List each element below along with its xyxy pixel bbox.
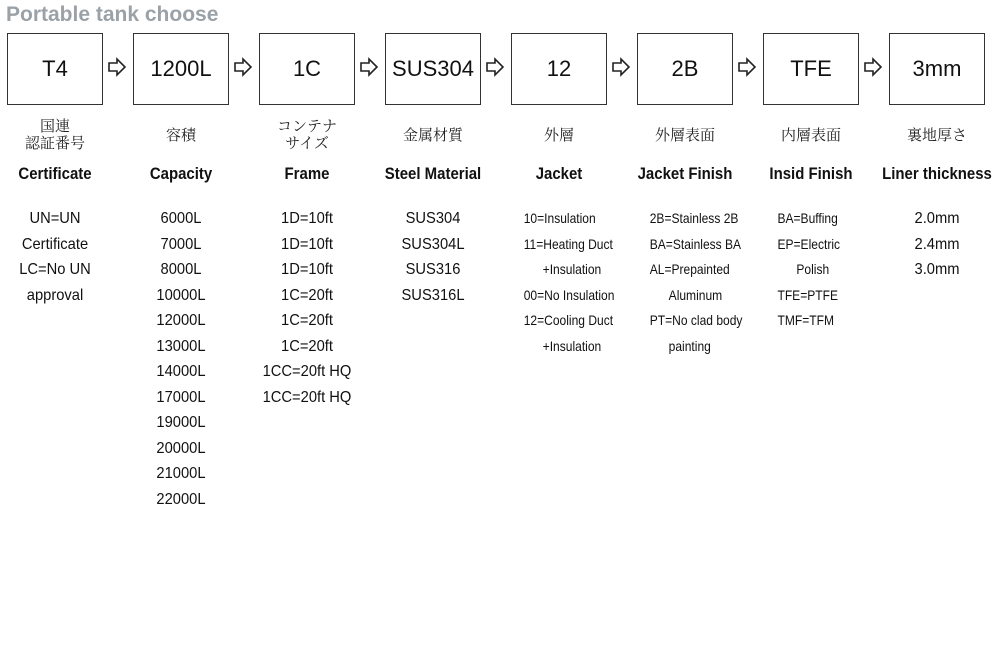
option-item: 00=No Insulation [523, 286, 615, 303]
option-list [123, 206, 239, 512]
arrow-right-icon [735, 55, 759, 79]
option-item: 7000L [160, 235, 202, 253]
column-insid-finish [748, 118, 874, 334]
arrow-right-icon [231, 55, 255, 79]
option-item: 1CC=20ft HQ [262, 388, 352, 406]
option-item: 1CC=20ft HQ [262, 363, 352, 380]
code-box-capacity: 1200L [133, 33, 229, 105]
jp-heading [370, 118, 496, 154]
column-heading: Liner thickness [882, 164, 992, 183]
option-list [375, 206, 491, 308]
column-heading: Jacket Finish [637, 164, 733, 183]
option-item: EP=Electric [777, 235, 841, 252]
code-box-frame: 1C [259, 33, 355, 105]
option-item: Certificate [21, 235, 89, 253]
column-heading: Steel Material [384, 164, 482, 183]
option-item: Polish [796, 261, 830, 277]
option-item: 12000L [156, 312, 206, 329]
option-item: +Insulation [542, 337, 602, 354]
code-box-jacket: 12 [511, 33, 607, 105]
option-item: LC=No UN [19, 261, 91, 278]
jp-heading-line: 外層 [543, 126, 574, 144]
option-item: BA=Stainless BA [649, 235, 742, 252]
option-item: 2.4mm [914, 235, 960, 253]
option-item: 1C=20ft [281, 286, 333, 304]
option-item: 2B=Stainless 2B [649, 210, 739, 226]
column-jacket [496, 118, 622, 359]
option-list [249, 206, 365, 410]
column-heading: Jacket [535, 164, 583, 183]
option-item: UN=UN [29, 210, 81, 227]
column-capacity [118, 118, 244, 512]
option-item: 1D=10ft [281, 261, 333, 278]
option-item: 1D=10ft [281, 210, 333, 227]
jp-heading-line: 認証番号 [24, 134, 85, 152]
jp-heading-line: 容積 [165, 126, 196, 144]
jp-heading-line: 外層表面 [654, 126, 715, 144]
jp-heading [118, 118, 244, 154]
option-item: SUS316L [401, 286, 465, 304]
option-item: 14000L [156, 363, 206, 380]
option-item: 1C=20ft [281, 337, 333, 355]
option-item: SUS304 [405, 210, 461, 227]
arrow-right-icon [105, 55, 129, 79]
option-item: 21000L [156, 465, 206, 482]
option-list [505, 206, 613, 359]
jp-heading [874, 118, 1000, 154]
option-item: 12=Cooling Duct [523, 312, 614, 328]
option-item: 22000L [156, 490, 206, 508]
option-item: 13000L [156, 337, 206, 355]
option-item: SUS316 [405, 261, 461, 278]
column-certificate [0, 118, 118, 308]
option-item: +Insulation [542, 261, 602, 277]
option-item: TFE=PTFE [777, 286, 839, 303]
page-title: Portable tank choose [6, 3, 219, 26]
option-item: 11=Heating Duct [523, 235, 613, 252]
column-heading: Frame [284, 164, 330, 183]
option-item: 10=Insulation [523, 210, 596, 226]
jp-heading-line: 裏地厚さ [906, 126, 967, 144]
jp-heading-line: サイズ [285, 134, 329, 152]
arrow-right-icon [483, 55, 507, 79]
option-item: painting [668, 337, 711, 354]
arrow-right-icon [357, 55, 381, 79]
option-item: 1C=20ft [281, 312, 333, 329]
option-list [0, 206, 113, 308]
option-item: TMF=TFM [777, 312, 834, 328]
option-item: Aluminum [668, 286, 723, 303]
option-item: 19000L [156, 414, 206, 431]
option-item: 1D=10ft [281, 235, 333, 253]
option-item: 8000L [160, 261, 202, 278]
option-list [879, 206, 995, 283]
option-item: 6000L [160, 210, 202, 227]
jp-heading-line: 金属材質 [402, 126, 463, 144]
option-list [631, 206, 743, 359]
option-item: 2.0mm [914, 210, 960, 227]
jp-heading [748, 118, 874, 154]
column-frame [244, 118, 370, 410]
jp-heading-line: 内層表面 [780, 126, 841, 144]
jp-heading [0, 118, 118, 154]
option-item: 10000L [156, 286, 206, 304]
column-steel-material [370, 118, 496, 308]
option-item: approval [26, 286, 84, 304]
code-box-insid-finish: TFE [763, 33, 859, 105]
option-list [757, 206, 865, 334]
option-item: BA=Buffing [777, 210, 838, 226]
jp-heading-line: 国連 [39, 117, 70, 135]
jp-heading-line: コンテナ [276, 117, 337, 135]
option-item: 3.0mm [914, 261, 960, 278]
code-box-steel-material: SUS304 [385, 33, 481, 105]
column-heading: Capacity [149, 164, 213, 183]
code-box-jacket-finish: 2B [637, 33, 733, 105]
option-item: 20000L [156, 439, 206, 457]
jp-heading [496, 118, 622, 154]
code-box-liner-thickness: 3mm [889, 33, 985, 105]
arrow-right-icon [861, 55, 885, 79]
column-heading: Insid Finish [769, 164, 853, 183]
option-item: AL=Prepainted [649, 261, 730, 277]
column-heading: Certificate [18, 164, 92, 183]
code-box-certificate: T4 [7, 33, 103, 105]
column-liner-thickness [874, 118, 1000, 283]
jp-heading [622, 118, 748, 154]
option-item: SUS304L [401, 235, 465, 253]
jp-heading [244, 118, 370, 154]
option-item: 17000L [156, 388, 206, 406]
arrow-right-icon [609, 55, 633, 79]
option-item: PT=No clad body [649, 312, 743, 328]
column-jacket-finish [622, 118, 748, 359]
